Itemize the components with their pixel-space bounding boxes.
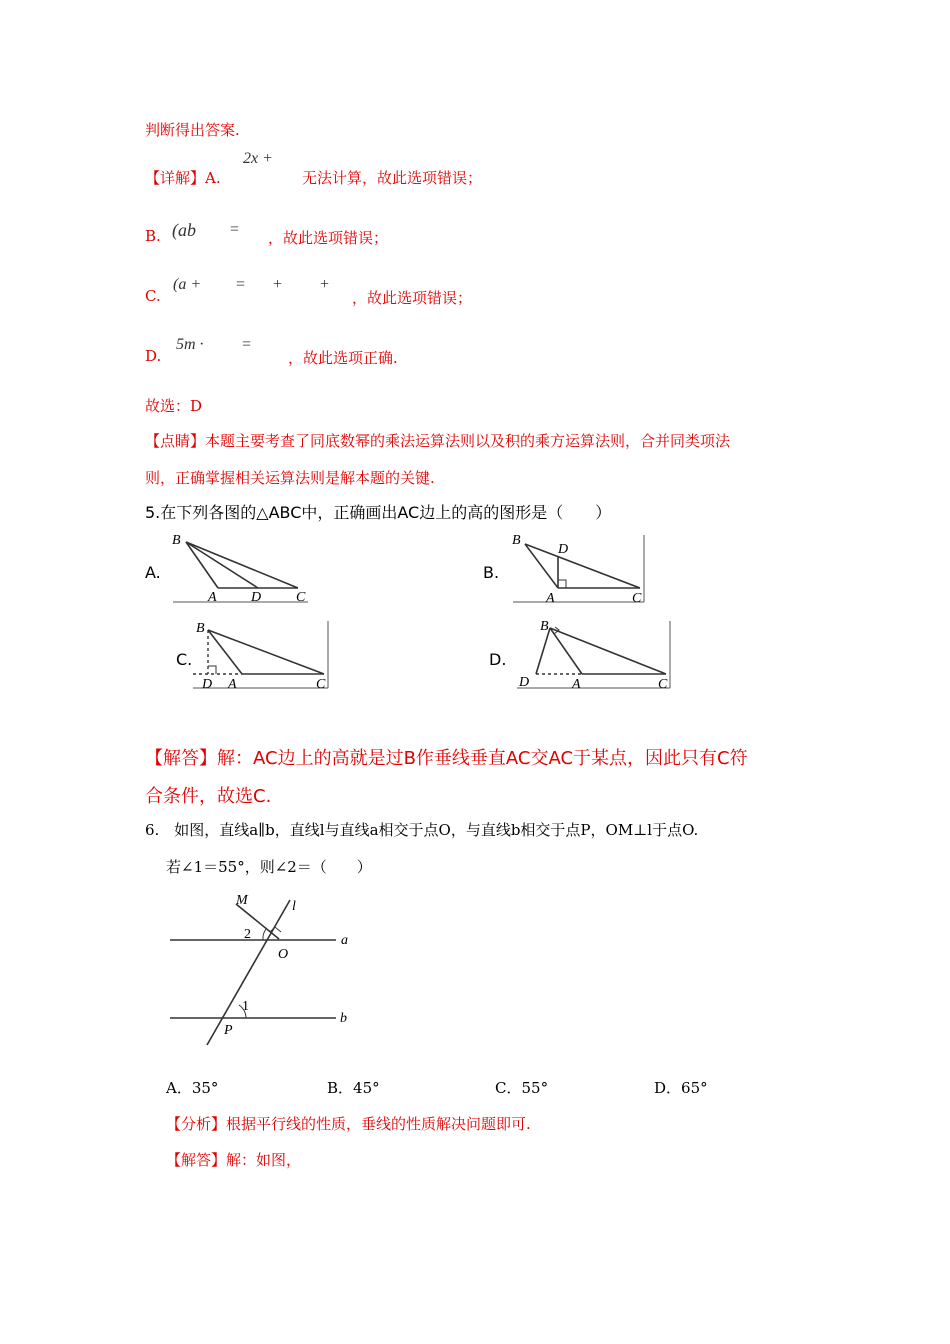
q6-label-m: M: [236, 893, 248, 908]
choose-line: 故选：D: [145, 397, 203, 415]
fig-a-label-d: D: [251, 590, 262, 605]
detail-c-plus1: +: [273, 276, 283, 293]
intro-line: 判断得出答案.: [145, 121, 240, 139]
fig-c-label-b: B: [196, 621, 205, 636]
q6-label-o: O: [278, 947, 289, 962]
fig-a-segment-bd: [186, 542, 258, 588]
detail-tag: 【详解】: [145, 169, 206, 187]
q6-label-p: P: [224, 1023, 233, 1038]
q5-stem: 5.在下列各图的△ABC中，正确画出AC边上的高的图形是（ ）: [145, 503, 612, 522]
q5-option-a-label: A.: [145, 563, 161, 582]
detail-a-prefix: A.: [205, 169, 221, 187]
q6-label-a: a: [341, 933, 348, 948]
fig-d-segment-bd: [536, 628, 550, 674]
fig-a-label-b: B: [172, 533, 181, 548]
fig-c-label-d: D: [202, 677, 213, 692]
detail-d-text: ，故此选项正确.: [288, 349, 398, 367]
q6-label-1: 1: [242, 999, 249, 1014]
fig-d-side-bc: [550, 628, 666, 674]
fig-a-label-a: A: [208, 590, 217, 605]
detail-d-eq: =: [242, 336, 252, 353]
detail-b-eq: =: [230, 221, 240, 238]
detail-c-eq: =: [236, 276, 246, 293]
fig-c-label-c: C: [316, 677, 326, 692]
detail-b-prefix: B.: [145, 227, 161, 245]
q6-label-l: l: [292, 899, 296, 914]
fig-d-label-b: B: [540, 619, 549, 634]
fig-d-label-d: D: [519, 675, 530, 690]
detail-b-math: (ab: [172, 220, 196, 240]
detail-b-text: ，故此选项错误；: [268, 229, 389, 247]
q6-choice-c: C．55°: [495, 1079, 549, 1097]
q6-analysis: 【分析】根据平行线的性质，垂线的性质解决问题即可.: [166, 1115, 531, 1133]
q6-ray-om: [236, 904, 279, 939]
q5-figure-c: [190, 618, 332, 692]
detail-c-plus2: +: [320, 276, 330, 293]
q5-option-d-label: D.: [489, 650, 507, 669]
q6-label-2: 2: [244, 927, 251, 942]
q5-answer-line1: 【解答】解：AC边上的高就是过B作垂线垂直AC交AC于某点，因此只有C符: [145, 748, 748, 769]
q6-stem-line1: 6. 如图，直线a∥b，直线l与直线a相交于点O，与直线b相交于点P，OM⊥l于点O.: [145, 821, 699, 839]
fig-b-label-a: A: [546, 591, 555, 606]
q6-figure: [160, 888, 360, 1050]
detail-d-math: 5m ·: [176, 336, 204, 353]
detail-a-math: 2x +: [243, 150, 273, 167]
q6-angle-2-arc: [263, 929, 266, 940]
q5-option-c-label: C.: [176, 650, 193, 669]
q6-label-b: b: [340, 1011, 347, 1026]
detail-c-math: (a +: [173, 276, 202, 293]
q6-choice-d: D．65°: [654, 1079, 708, 1097]
fig-c-right-angle: [208, 666, 216, 674]
fig-d-label-a: A: [572, 677, 581, 692]
detail-label: [145, 167, 221, 188]
q5-figure-d: [514, 618, 674, 692]
fig-a-label-c: C: [296, 590, 306, 605]
detail-a-text: 无法计算，故此选项错误；: [302, 169, 483, 187]
fig-b-label-c: C: [632, 591, 642, 606]
q6-choice-b: B．45°: [327, 1079, 380, 1097]
fig-d-label-c: C: [658, 677, 668, 692]
detail-c-text: ，故此选项错误；: [352, 289, 473, 307]
fig-b-label-d: D: [558, 542, 569, 557]
q5-figure-a: [168, 530, 313, 606]
comment-line1: 【点睛】本题主要考查了同底数幂的乘法运算法则以及积的乘方运算法则，合并同类项法: [145, 432, 731, 450]
fig-b-right-angle: [558, 580, 566, 588]
q5-option-b-label: B.: [483, 563, 500, 582]
detail-d-prefix: D.: [145, 347, 162, 365]
q5-figure-b: [508, 530, 648, 606]
q5-answer-line2: 合条件，故选C.: [145, 786, 272, 807]
q6-line-l: [207, 900, 290, 1045]
q6-stem-line2: 若∠1＝55°，则∠2＝（ ）: [166, 858, 372, 876]
fig-c-label-a: A: [228, 677, 237, 692]
fig-b-label-b: B: [512, 533, 521, 548]
detail-c-prefix: C.: [145, 287, 161, 305]
comment-line2: 则，正确掌握相关运算法则是解本题的关键.: [145, 469, 435, 487]
q6-choice-a: A．35°: [166, 1079, 219, 1097]
q6-answer: 【解答】解：如图，: [166, 1151, 302, 1169]
